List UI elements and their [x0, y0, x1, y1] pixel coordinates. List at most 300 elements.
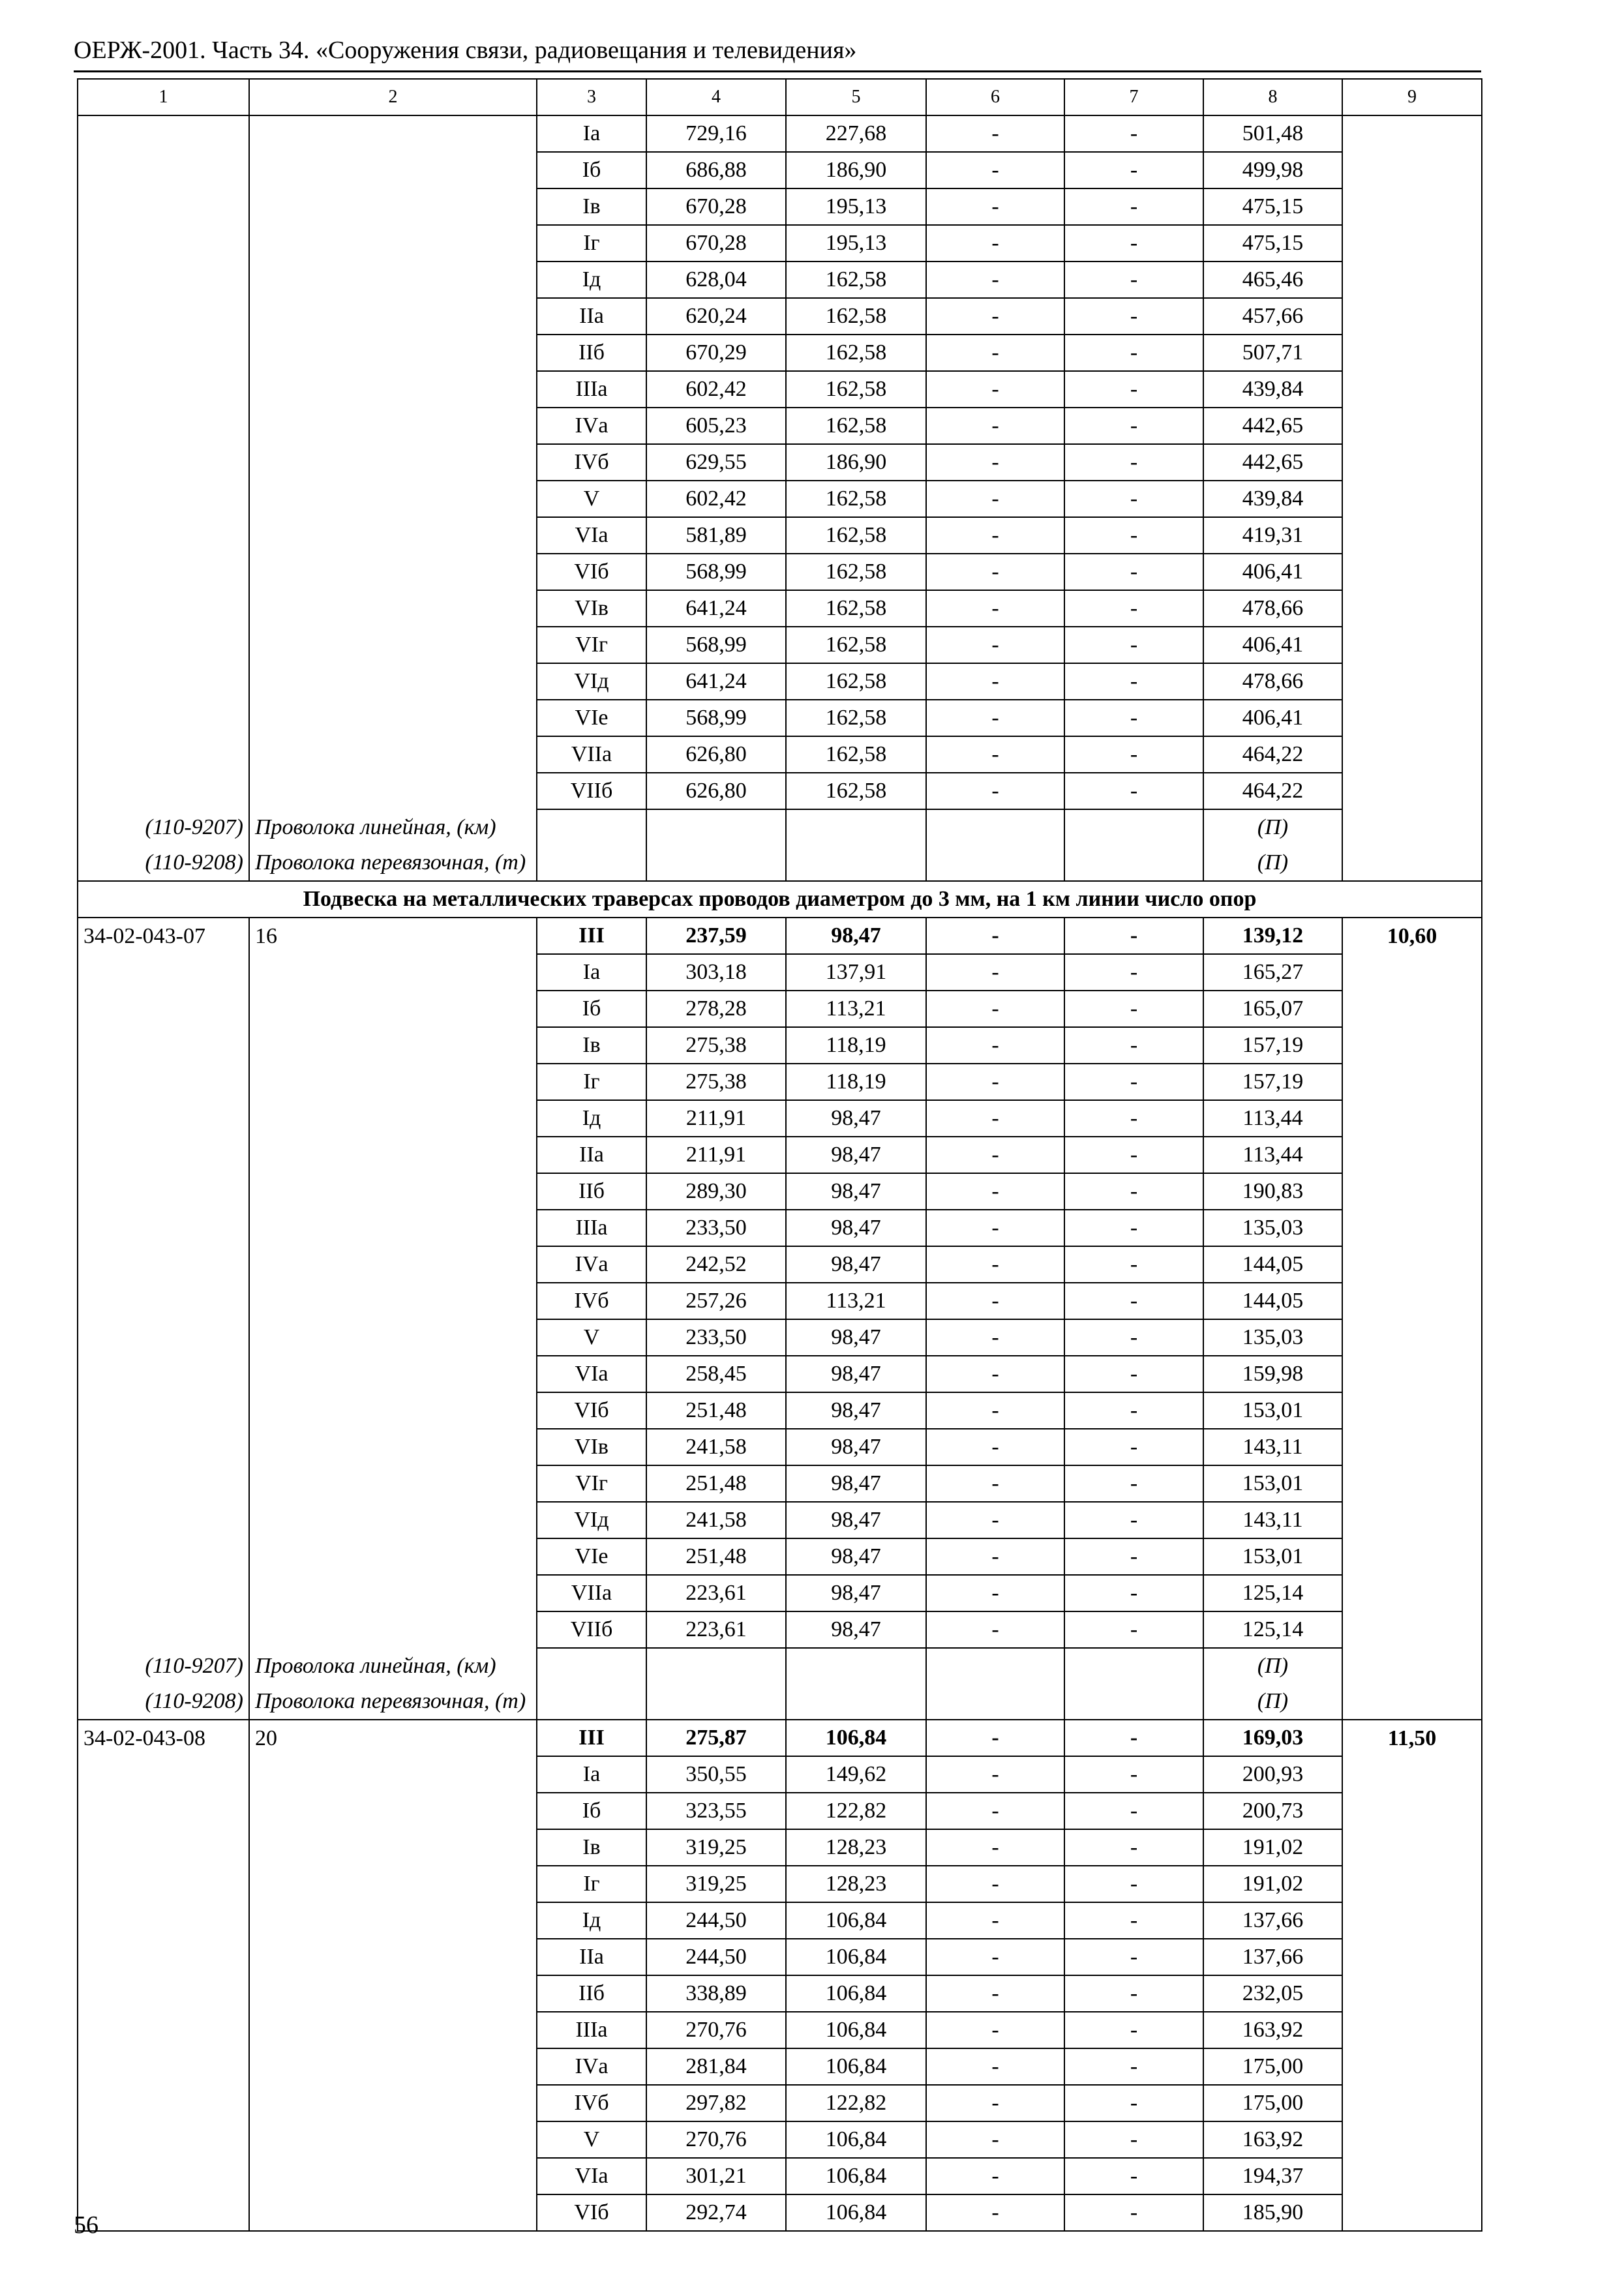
machinists-wages-cell: - [1064, 1575, 1203, 1611]
machinists-wages-cell: - [1064, 1246, 1203, 1283]
name-cell [249, 1027, 537, 1064]
wages-cell: 98,47 [786, 1356, 926, 1392]
machinists-wages-cell: - [1064, 918, 1203, 954]
materials-cell: 439,84 [1203, 371, 1342, 408]
materials-cell: 175,00 [1203, 2085, 1342, 2121]
zone-cell: Iг [537, 1866, 646, 1902]
total-cost-cell: 670,28 [646, 225, 786, 262]
total-cost-cell: 242,52 [646, 1246, 786, 1283]
labor-cell [1342, 809, 1482, 845]
zone-cell: Iд [537, 262, 646, 298]
wages-cell: 162,58 [786, 736, 926, 773]
machinists-wages-cell: - [1064, 2158, 1203, 2194]
machines-cell: - [926, 152, 1064, 188]
materials-cell: 465,46 [1203, 262, 1342, 298]
materials-cell: 464,22 [1203, 736, 1342, 773]
table-row [78, 700, 1482, 736]
machines-cell: - [926, 1137, 1064, 1173]
labor-cell [1342, 1939, 1482, 1975]
machinists-wages-cell: - [1064, 773, 1203, 809]
materials-cell: 157,19 [1203, 1027, 1342, 1064]
name-cell [249, 2194, 537, 2231]
table-row [78, 1756, 1482, 1793]
machines-cell: - [926, 481, 1064, 517]
table-row [78, 590, 1482, 627]
zone-cell [537, 1684, 646, 1720]
code-cell [78, 188, 249, 225]
machinists-wages-cell: - [1064, 991, 1203, 1027]
wages-cell: 98,47 [786, 1137, 926, 1173]
materials-cell: 232,05 [1203, 1975, 1342, 2012]
machines-cell: - [926, 1756, 1064, 1793]
zone-cell: Iа [537, 1756, 646, 1793]
total-cost-cell: 303,18 [646, 954, 786, 991]
labor-cell [1342, 2158, 1482, 2194]
table-row [78, 1137, 1482, 1173]
machines-cell: - [926, 1283, 1064, 1319]
name-cell [249, 1246, 537, 1283]
total-cost-cell: 729,16 [646, 115, 786, 152]
machines-cell: - [926, 115, 1064, 152]
machinists-wages-cell: - [1064, 1429, 1203, 1465]
materials-cell: 153,01 [1203, 1538, 1342, 1575]
name-cell [249, 700, 537, 736]
table-row [78, 2012, 1482, 2048]
zone-cell: IVа [537, 2048, 646, 2085]
code-cell [78, 1902, 249, 1939]
code-cell [78, 1173, 249, 1210]
machinists-wages-cell: - [1064, 1100, 1203, 1137]
wages-cell: 98,47 [786, 1173, 926, 1210]
section-heading-row [78, 881, 1482, 918]
total-cost-cell: 275,87 [646, 1720, 786, 1756]
machines-cell: - [926, 1611, 1064, 1648]
name-cell [249, 1283, 537, 1319]
name-cell [249, 2158, 537, 2194]
machinists-wages-cell: - [1064, 481, 1203, 517]
machinists-wages-cell: - [1064, 152, 1203, 188]
labor-cell [1342, 2194, 1482, 2231]
materials-cell: 200,73 [1203, 1793, 1342, 1829]
name-cell [249, 1210, 537, 1246]
machines-cell: - [926, 298, 1064, 335]
wages-cell: 98,47 [786, 1392, 926, 1429]
zone-cell: III [537, 918, 646, 954]
labor-cell [1342, 554, 1482, 590]
materials-cell: 137,66 [1203, 1902, 1342, 1939]
labor-cell [1342, 152, 1482, 188]
name-cell [249, 371, 537, 408]
machines-cell: - [926, 1392, 1064, 1429]
total-cost-cell: 602,42 [646, 371, 786, 408]
resource-note-row [78, 809, 1482, 845]
machines-cell: - [926, 1975, 1064, 2012]
code-cell [78, 1538, 249, 1575]
zone-cell: Iд [537, 1100, 646, 1137]
machinists-wages-cell: - [1064, 1793, 1203, 1829]
machinists-wages-cell: - [1064, 188, 1203, 225]
name-cell [249, 262, 537, 298]
zone-cell: VIе [537, 700, 646, 736]
machines-cell: - [926, 627, 1064, 663]
machines-cell: - [926, 1064, 1064, 1100]
name-cell [249, 590, 537, 627]
labor-cell [1342, 1064, 1482, 1100]
materials-cell: 153,01 [1203, 1392, 1342, 1429]
table-row [78, 1575, 1482, 1611]
name-cell [249, 408, 537, 444]
materials-cell: 507,71 [1203, 335, 1342, 371]
code-cell [78, 2048, 249, 2085]
labor-cell [1342, 481, 1482, 517]
machinists-wages-cell [1064, 845, 1203, 881]
wages-cell: 128,23 [786, 1829, 926, 1866]
code-cell [78, 1319, 249, 1356]
name-cell: Проволока линейная, (км) [249, 809, 537, 845]
zone-cell: VIб [537, 2194, 646, 2231]
table-row [78, 188, 1482, 225]
machinists-wages-cell: - [1064, 1866, 1203, 1902]
machines-cell: - [926, 335, 1064, 371]
zone-cell: VIIа [537, 1575, 646, 1611]
resource-note-row [78, 1684, 1482, 1720]
labor-cell [1342, 517, 1482, 554]
name-cell [249, 1429, 537, 1465]
zone-cell: IIа [537, 1137, 646, 1173]
machinists-wages-cell: - [1064, 1064, 1203, 1100]
machinists-wages-cell: - [1064, 225, 1203, 262]
labor-cell [1342, 1100, 1482, 1137]
name-cell [249, 1356, 537, 1392]
zone-cell: IIб [537, 1975, 646, 2012]
materials-cell: 135,03 [1203, 1210, 1342, 1246]
labor-cell [1342, 954, 1482, 991]
name-cell [249, 2012, 537, 2048]
zone-cell: VIб [537, 1392, 646, 1429]
materials-cell: 464,22 [1203, 773, 1342, 809]
wages-cell: 98,47 [786, 1538, 926, 1575]
column-header: 6 [926, 79, 1064, 115]
zone-cell: Iа [537, 954, 646, 991]
table-row [78, 1829, 1482, 1866]
code-cell [78, 700, 249, 736]
code-cell [78, 1064, 249, 1100]
wages-cell: 113,21 [786, 991, 926, 1027]
materials-cell: 406,41 [1203, 627, 1342, 663]
total-cost-cell: 629,55 [646, 444, 786, 481]
zone-cell: VIIа [537, 736, 646, 773]
total-cost-cell: 244,50 [646, 1902, 786, 1939]
code-cell: (110-9208) [78, 1684, 249, 1720]
labor-cell [1342, 1356, 1482, 1392]
wages-cell: 98,47 [786, 1611, 926, 1648]
column-header: 7 [1064, 79, 1203, 115]
machinists-wages-cell: - [1064, 1611, 1203, 1648]
table-row [78, 736, 1482, 773]
wages-cell [786, 1648, 926, 1684]
zone-cell: VIд [537, 1502, 646, 1538]
zone-cell: IIа [537, 1939, 646, 1975]
zone-cell [537, 845, 646, 881]
machinists-wages-cell: - [1064, 298, 1203, 335]
labor-cell [1342, 1429, 1482, 1465]
zone-cell: Iв [537, 1027, 646, 1064]
table-row [78, 627, 1482, 663]
table-row [78, 1064, 1482, 1100]
wages-cell: 162,58 [786, 627, 926, 663]
wages-cell: 162,58 [786, 700, 926, 736]
zone-cell: IVа [537, 1246, 646, 1283]
code-cell [78, 2012, 249, 2048]
machines-cell: - [926, 371, 1064, 408]
labor-cell [1342, 2012, 1482, 2048]
table-row [78, 1027, 1482, 1064]
wages-cell: 98,47 [786, 1429, 926, 1465]
wages-cell: 162,58 [786, 663, 926, 700]
zone-cell: VIв [537, 590, 646, 627]
total-cost-cell: 628,04 [646, 262, 786, 298]
name-cell [249, 1575, 537, 1611]
zone-cell: IIа [537, 298, 646, 335]
machines-cell: - [926, 2158, 1064, 2194]
code-cell: (110-9207) [78, 1648, 249, 1684]
labor-cell [1342, 1538, 1482, 1575]
page-number: 56 [74, 2211, 98, 2239]
name-cell [249, 298, 537, 335]
zone-cell: IIIа [537, 2012, 646, 2048]
wages-cell: 106,84 [786, 2012, 926, 2048]
wages-cell: 98,47 [786, 1100, 926, 1137]
wages-cell: 98,47 [786, 1502, 926, 1538]
code-cell: 34-02-043-07 [78, 918, 249, 954]
table-row [78, 444, 1482, 481]
materials-cell: 143,11 [1203, 1502, 1342, 1538]
wages-cell: 162,58 [786, 590, 926, 627]
table-row [78, 335, 1482, 371]
zone-cell: V [537, 2121, 646, 2158]
machines-cell: - [926, 2012, 1064, 2048]
machines-cell: - [926, 954, 1064, 991]
name-cell [249, 627, 537, 663]
code-cell [78, 1975, 249, 2012]
code-cell [78, 1502, 249, 1538]
labor-cell [1342, 773, 1482, 809]
total-cost-cell: 568,99 [646, 554, 786, 590]
zone-cell: VIа [537, 517, 646, 554]
materials-cell: 169,03 [1203, 1720, 1342, 1756]
total-cost-cell: 237,59 [646, 918, 786, 954]
machinists-wages-cell: - [1064, 1502, 1203, 1538]
machines-cell: - [926, 1319, 1064, 1356]
materials-cell: 457,66 [1203, 298, 1342, 335]
materials-cell: 419,31 [1203, 517, 1342, 554]
total-cost-cell: 270,76 [646, 2012, 786, 2048]
name-cell [249, 1392, 537, 1429]
machinists-wages-cell: - [1064, 2048, 1203, 2085]
machines-cell: - [926, 1173, 1064, 1210]
labor-cell [1342, 335, 1482, 371]
code-cell [78, 1429, 249, 1465]
machines-cell: - [926, 1246, 1064, 1283]
machines-cell: - [926, 1100, 1064, 1137]
machinists-wages-cell: - [1064, 1939, 1203, 1975]
materials-cell: 137,66 [1203, 1939, 1342, 1975]
column-header: 9 [1342, 79, 1482, 115]
code-cell [78, 627, 249, 663]
machines-cell: - [926, 1720, 1064, 1756]
zone-cell: VIе [537, 1538, 646, 1575]
column-header: 2 [249, 79, 537, 115]
name-cell [249, 444, 537, 481]
total-cost-cell [646, 845, 786, 881]
name-cell [249, 1829, 537, 1866]
materials-cell: (П) [1203, 809, 1342, 845]
column-header: 1 [78, 79, 249, 115]
name-cell [249, 481, 537, 517]
zone-cell: Iд [537, 1902, 646, 1939]
column-header: 5 [786, 79, 926, 115]
labor-cell [1342, 115, 1482, 152]
wages-cell: 162,58 [786, 773, 926, 809]
materials-cell: 113,44 [1203, 1137, 1342, 1173]
machines-cell [926, 845, 1064, 881]
code-cell [78, 225, 249, 262]
materials-cell: 200,93 [1203, 1756, 1342, 1793]
zone-cell: IIб [537, 335, 646, 371]
table-row [78, 773, 1482, 809]
machinists-wages-cell: - [1064, 2121, 1203, 2158]
table-row [78, 1793, 1482, 1829]
machines-cell [926, 1648, 1064, 1684]
machinists-wages-cell: - [1064, 954, 1203, 991]
total-cost-cell: 350,55 [646, 1756, 786, 1793]
materials-cell: 163,92 [1203, 2012, 1342, 2048]
machinists-wages-cell [1064, 1684, 1203, 1720]
name-cell [249, 1319, 537, 1356]
wages-cell: 106,84 [786, 2194, 926, 2231]
table-row [78, 1283, 1482, 1319]
name-cell [249, 1611, 537, 1648]
wages-cell: 98,47 [786, 1575, 926, 1611]
wages-cell: 122,82 [786, 2085, 926, 2121]
labor-cell [1342, 225, 1482, 262]
total-cost-cell: 233,50 [646, 1319, 786, 1356]
name-cell [249, 954, 537, 991]
table-row [78, 1975, 1482, 2012]
wages-cell: 195,13 [786, 188, 926, 225]
column-header: 4 [646, 79, 786, 115]
wages-cell: 137,91 [786, 954, 926, 991]
table-row [78, 1866, 1482, 1902]
wages-cell: 162,58 [786, 262, 926, 298]
labor-cell [1342, 1648, 1482, 1684]
table-row [78, 1210, 1482, 1246]
wages-cell: 106,84 [786, 1939, 926, 1975]
materials-cell: (П) [1203, 1648, 1342, 1684]
materials-cell: 157,19 [1203, 1064, 1342, 1100]
zone-cell: VIIб [537, 1611, 646, 1648]
zone-cell: VIа [537, 1356, 646, 1392]
machinists-wages-cell: - [1064, 1902, 1203, 1939]
labor-cell [1342, 736, 1482, 773]
machinists-wages-cell: - [1064, 2012, 1203, 2048]
wages-cell: 98,47 [786, 1319, 926, 1356]
table-row [78, 554, 1482, 590]
code-cell [78, 1356, 249, 1392]
wages-cell: 162,58 [786, 298, 926, 335]
materials-cell: 442,65 [1203, 408, 1342, 444]
total-cost-cell: 338,89 [646, 1975, 786, 2012]
labor-cell [1342, 1283, 1482, 1319]
name-cell [249, 773, 537, 809]
total-cost-cell: 602,42 [646, 481, 786, 517]
machines-cell: - [926, 2194, 1064, 2231]
wages-cell: 98,47 [786, 918, 926, 954]
code-cell: (110-9208) [78, 845, 249, 881]
code-cell [78, 773, 249, 809]
materials-cell: 185,90 [1203, 2194, 1342, 2231]
name-cell [249, 2121, 537, 2158]
labor-cell [1342, 1173, 1482, 1210]
table-row [78, 481, 1482, 517]
machinists-wages-cell: - [1064, 1319, 1203, 1356]
materials-cell: 165,27 [1203, 954, 1342, 991]
table-row [78, 991, 1482, 1027]
machinists-wages-cell: - [1064, 408, 1203, 444]
zone-cell: III [537, 1720, 646, 1756]
code-cell [78, 115, 249, 152]
code-cell [78, 954, 249, 991]
table-row [78, 298, 1482, 335]
wages-cell [786, 1684, 926, 1720]
code-cell [78, 298, 249, 335]
machinists-wages-cell: - [1064, 1538, 1203, 1575]
table-row [78, 1173, 1482, 1210]
machines-cell: - [926, 2121, 1064, 2158]
labor-cell [1342, 2121, 1482, 2158]
total-cost-cell: 641,24 [646, 663, 786, 700]
total-cost-cell: 323,55 [646, 1793, 786, 1829]
labor-cell [1342, 590, 1482, 627]
machinists-wages-cell: - [1064, 1356, 1203, 1392]
zone-cell: VIIб [537, 773, 646, 809]
zone-cell: IIб [537, 1173, 646, 1210]
machinists-wages-cell: - [1064, 627, 1203, 663]
name-cell [249, 2048, 537, 2085]
wages-cell: 162,58 [786, 481, 926, 517]
zone-cell: IIIа [537, 1210, 646, 1246]
labor-cell [1342, 991, 1482, 1027]
code-cell [78, 1575, 249, 1611]
code-cell [78, 1866, 249, 1902]
code-cell [78, 1246, 249, 1283]
zone-cell [537, 1648, 646, 1684]
name-cell [249, 1100, 537, 1137]
table-row [78, 1356, 1482, 1392]
table-row [78, 1319, 1482, 1356]
wages-cell: 113,21 [786, 1283, 926, 1319]
code-cell [78, 1611, 249, 1648]
machinists-wages-cell: - [1064, 554, 1203, 590]
machinists-wages-cell: - [1064, 1392, 1203, 1429]
total-cost-cell: 626,80 [646, 736, 786, 773]
table-row [78, 1246, 1482, 1283]
machinists-wages-cell: - [1064, 115, 1203, 152]
header-rule [74, 70, 1481, 72]
total-cost-cell: 605,23 [646, 408, 786, 444]
total-cost-cell [646, 1648, 786, 1684]
zone-cell: VIа [537, 2158, 646, 2194]
